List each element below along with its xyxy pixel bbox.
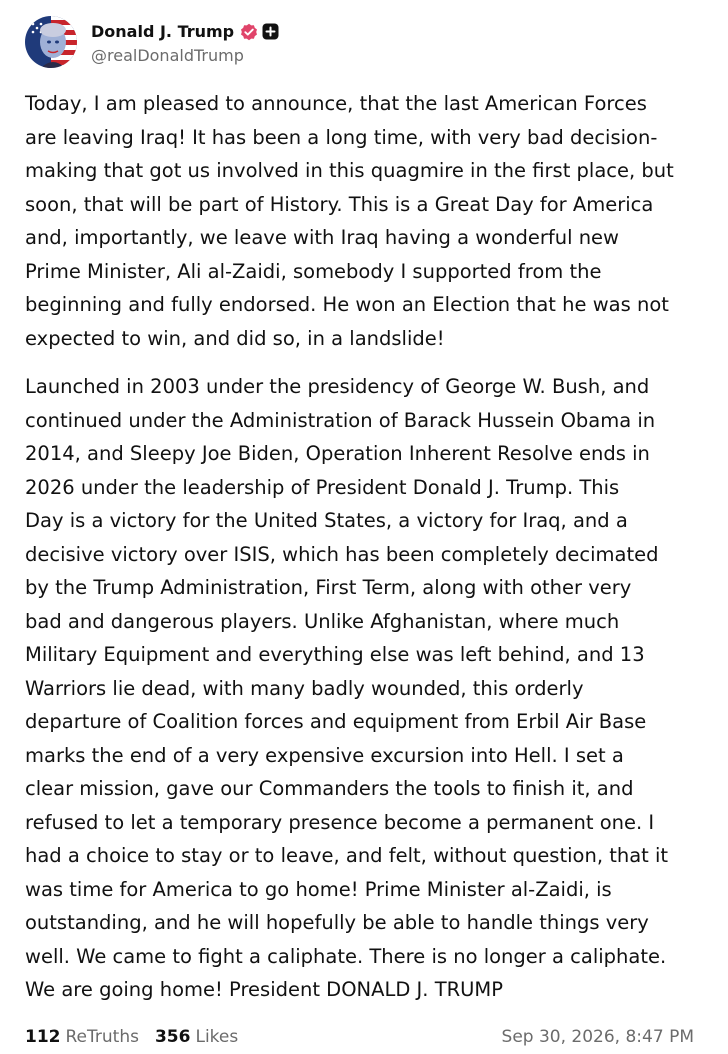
post-line: refused to let a temporary presence become a permanent one. I xyxy=(25,810,655,834)
post-line: continued under the Administration of Barack Hussein Obama in xyxy=(25,408,656,432)
post-line: clear mission, gave our Commanders the tools to finish it, and xyxy=(25,777,634,800)
post-line: marks the end of a very expensive excursion into Hell. I set a xyxy=(25,743,624,767)
author-identity xyxy=(91,20,279,65)
post-paragraph-1 xyxy=(25,87,705,355)
post-line: Launched in 2003 under the presidency of George W. Bush, and xyxy=(25,375,650,398)
post-line: soon, that will be part of History. This is a Great Day for America xyxy=(25,192,654,216)
post-line: Prime Minister, Ali al-Zaidi, somebody I supported from the xyxy=(25,259,602,283)
post-line: Day is a victory for the United States, a victory for Iraq, and a xyxy=(25,509,628,532)
post-line: outstanding, and he will hopefully be able to handle things very xyxy=(25,911,649,934)
post-line: We are going home! President DONALD J. TRUMP xyxy=(25,978,504,1001)
author-name-row xyxy=(91,20,279,44)
post-body xyxy=(25,87,705,1007)
post-paragraph-2 xyxy=(25,370,705,1007)
post-header xyxy=(25,14,279,70)
post-timestamp[interactable]: Sep 30, 2026, 8:47 PM xyxy=(501,1027,694,1047)
post-line: departure of Coalition forces and equipment from Erbil Air Base xyxy=(25,710,647,733)
post-line: decisive victory over ISIS, which has been completely decimated xyxy=(25,542,659,566)
post-line: Warriors lie dead, with many badly wounded, this orderly xyxy=(25,676,584,700)
post-line: had a choice to stay or to leave, and felt, without question, that it xyxy=(25,844,669,867)
post-line: 2026 under the leadership of President Donald J. Trump. This xyxy=(25,475,620,499)
verified-badge-icon xyxy=(240,23,258,41)
user-handle[interactable]: @realDonaldTrump xyxy=(91,45,244,65)
post-line: by the Trump Administration, First Term, along with other very xyxy=(25,576,632,599)
post-line: making that got us involved in this quagmire in the first place, but xyxy=(25,159,674,182)
retruths-stat[interactable] xyxy=(25,1027,139,1047)
retruths-count: 112 xyxy=(25,1027,61,1047)
post-line: Military Equipment and everything else was left behind, and 13 xyxy=(25,643,645,666)
post-line: 2014, and Sleepy Joe Biden, Operation Inherent Resolve ends in xyxy=(25,442,650,465)
retruths-label: ReTruths xyxy=(65,1027,139,1047)
plus-square-icon xyxy=(262,23,279,40)
post-line: bad and dangerous players. Unlike Afghanistan, where much xyxy=(25,609,620,633)
avatar-image xyxy=(25,16,77,68)
post-line: expected to win, and did so, in a landslide! xyxy=(25,326,445,350)
post-footer xyxy=(25,1022,694,1052)
post-line: was time for America to go home! Prime Minister al-Zaidi, is xyxy=(25,877,612,901)
likes-count: 356 xyxy=(154,1027,191,1047)
post-line: are leaving Iraq! It has been a long time, with very bad decision- xyxy=(25,125,658,149)
likes-stat[interactable] xyxy=(155,1027,238,1047)
post-line: beginning and fully endorsed. He won an Election that he was not xyxy=(25,293,669,316)
post-line: Today, I am pleased to announce, that the last American Forces xyxy=(25,92,647,115)
post-line: well. We came to fight a caliphate. There is no longer a caliphate. xyxy=(25,944,667,968)
display-name[interactable]: Donald J. Trump xyxy=(91,22,235,41)
post-line: and, importantly, we leave with Iraq having a wonderful new xyxy=(25,226,620,249)
avatar[interactable] xyxy=(25,16,77,68)
likes-label: Likes xyxy=(195,1027,239,1047)
